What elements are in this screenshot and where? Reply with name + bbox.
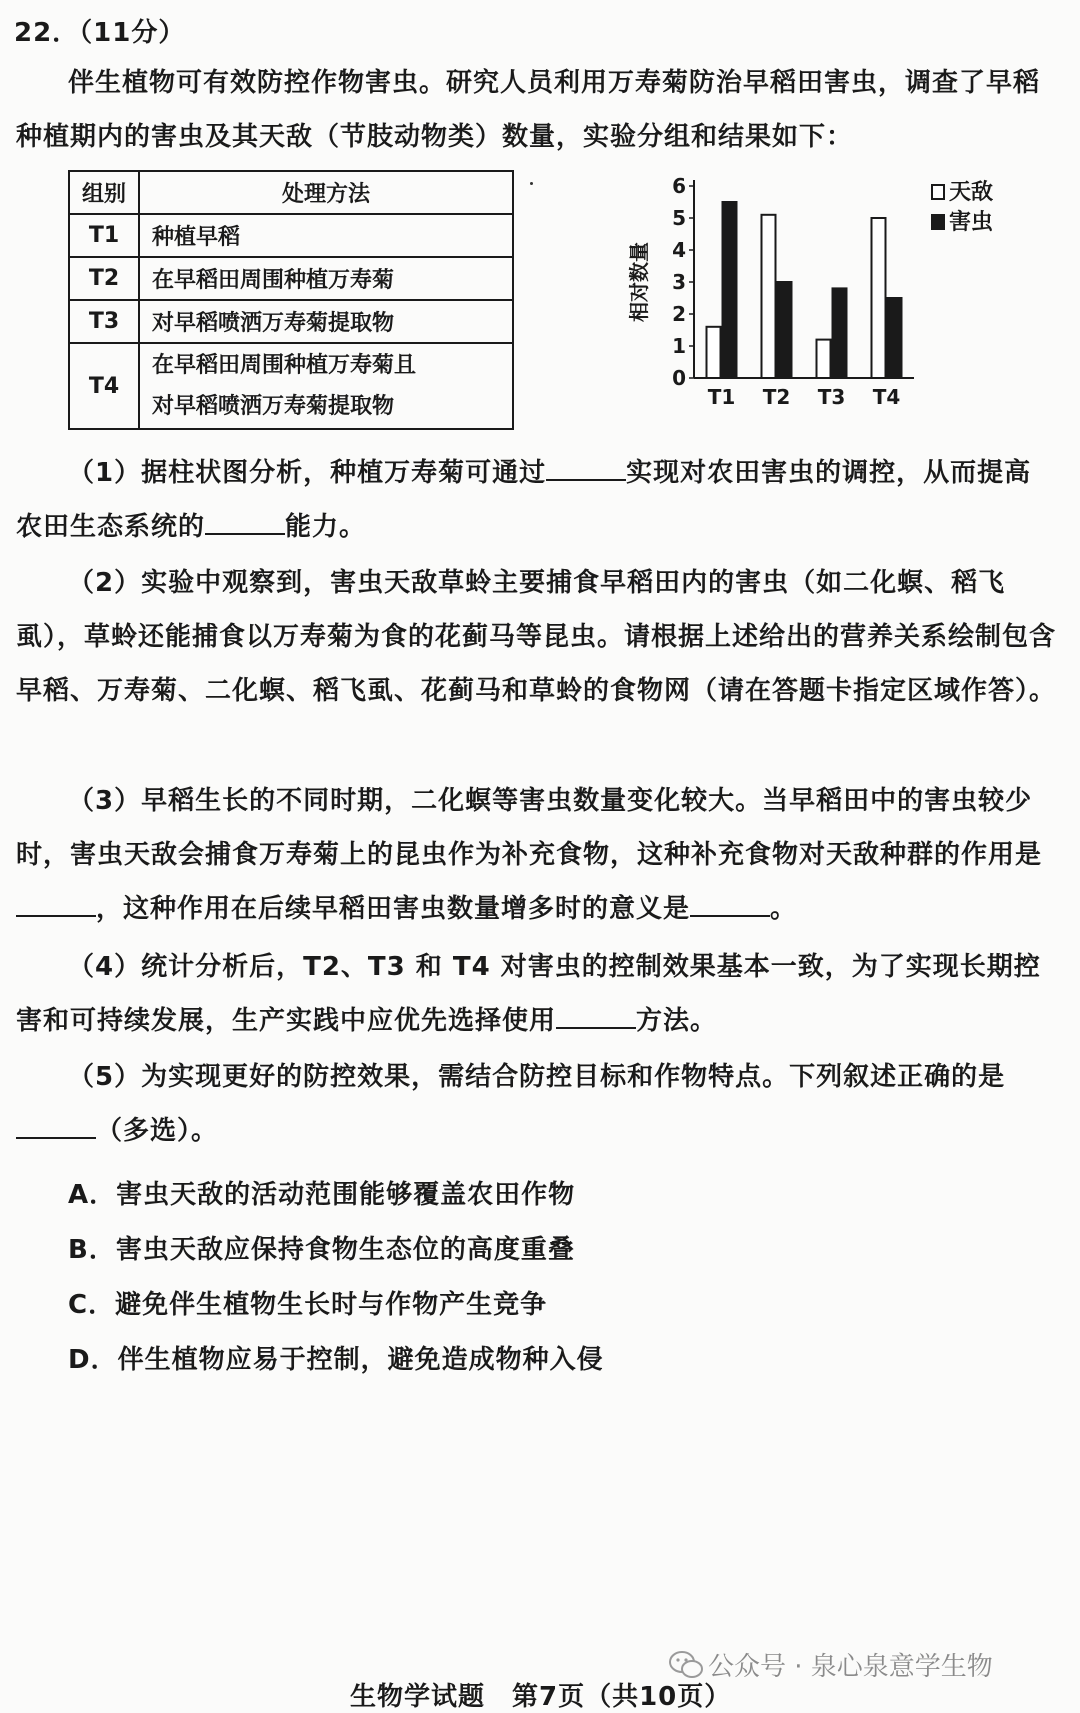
part-3-text-c: 。: [770, 894, 798, 924]
part-1-text-c: 能力。: [285, 512, 367, 542]
x-tick-label: T3: [817, 385, 846, 409]
part-1-text-b: 实现对农田害虫的调控，从而提高农田生态系统的: [16, 458, 1032, 542]
y-tick-label: 4: [672, 238, 686, 262]
table-row: [69, 300, 513, 343]
table-cell-method: 在早稻田周围种植万寿菊: [139, 257, 513, 300]
y-tick-label: 5: [672, 206, 686, 230]
watermark: 公众号 · 泉心泉意学生物: [708, 1652, 993, 1682]
bar-pest: [888, 298, 902, 378]
page-footer: 生物学试题 第7页（共10页）: [350, 1682, 732, 1712]
part-1-text-a: （1）据柱状图分析，种植万寿菊可通过: [68, 458, 547, 488]
option-d: D．伴生植物应易于控制，避免造成物种入侵: [68, 1345, 604, 1375]
bar-enemy: [762, 215, 776, 378]
table-row: [69, 257, 513, 300]
table-cell-method-line: 对早稻喷洒万寿菊提取物: [152, 394, 395, 419]
option-a: A．害虫天敌的活动范围能够覆盖农田作物: [68, 1180, 576, 1210]
part-3-text-a: （3）早稻生长的不同时期，二化螟等害虫数量变化较大。当早稻田中的害虫较少时，害虫天敌会捕食万寿菊上的昆虫作为补充食物，这种补充食物对天敌种群的作用是: [16, 786, 1043, 870]
table-cell-method: 种植早稻: [139, 214, 513, 257]
table-cell-group: T2: [69, 257, 139, 300]
y-tick-label: 3: [672, 270, 686, 294]
table-row: [69, 214, 513, 257]
part-1: [16, 446, 1058, 554]
bar-chart: [614, 168, 1074, 428]
table-cell-group: T1: [69, 214, 139, 257]
y-tick-label: 2: [672, 302, 686, 326]
x-tick-label: T2: [762, 385, 791, 409]
legend-label: 害虫: [949, 210, 994, 235]
y-axis-label: 相对数量: [627, 242, 651, 322]
answer-blank[interactable]: [205, 511, 285, 535]
bar-enemy: [872, 218, 886, 378]
answer-blank[interactable]: [16, 893, 96, 917]
table-row: [69, 343, 513, 429]
legend-swatch: [932, 215, 944, 229]
bar-pest: [833, 288, 847, 378]
part-5-text-a: （5）为实现更好的防控效果，需结合防控目标和作物特点。下列叙述正确的是: [68, 1062, 1006, 1092]
table-header-row: [69, 171, 513, 214]
question-intro: 伴生植物可有效防控作物害虫。研究人员利用万寿菊防治早稻田害虫，调查了早稻种植期内的害虫及其天敌（节肢动物类）数量，实验分组和结果如下：: [16, 68, 1041, 152]
options-list: [68, 1168, 604, 1388]
answer-blank[interactable]: [556, 1005, 636, 1029]
x-tick-label: T1: [707, 385, 736, 409]
part-4: [16, 940, 1058, 1048]
table-cell-method: 对早稻喷洒万寿菊提取物: [139, 300, 513, 343]
table-cell-group: T4: [69, 343, 139, 429]
part-3-text-b: ，这种作用在后续早稻田害虫数量增多时的意义是: [96, 894, 691, 924]
table-cell-method: [139, 343, 513, 429]
experiment-table: [68, 170, 514, 430]
bar-pest: [723, 202, 737, 378]
bar-enemy: [817, 340, 831, 378]
legend-label: 天敌: [949, 180, 994, 205]
y-tick-label: 1: [672, 334, 686, 358]
part-5: [16, 1050, 1058, 1158]
answer-blank[interactable]: [16, 1115, 96, 1139]
table-cell-method-line: 在早稻田周围种植万寿菊且: [152, 353, 417, 378]
x-tick-label: T4: [872, 385, 901, 409]
part-4-text-b: 方法。: [636, 1006, 718, 1036]
bar-enemy: [707, 327, 721, 378]
answer-blank[interactable]: [690, 893, 770, 917]
legend-swatch: [932, 185, 944, 199]
table-header-method: 处理方法: [139, 171, 513, 214]
y-tick-label: 6: [672, 174, 686, 198]
table-cell-group: T3: [69, 300, 139, 343]
answer-blank[interactable]: [546, 457, 626, 481]
bar-pest: [778, 282, 792, 378]
option-b: B．害虫天敌应保持食物生态位的高度重叠: [68, 1235, 575, 1265]
part-3: [16, 774, 1058, 936]
option-c: C．避免伴生植物生长时与作物产生竞争: [68, 1290, 548, 1320]
part-2: （2）实验中观察到，害虫天敌草蛉主要捕食早稻田内的害虫（如二化螟、稻飞虱），草蛉还能捕食以万寿菊为食的花蓟马等昆虫。请根据上述给出的营养关系绘制包含早稻、万寿菊、二化螟、稻飞虱、花蓟马和草蛉的食物网（请在答题卡指定区域作答）。: [16, 568, 1057, 706]
table-header-group: 组别: [69, 171, 139, 214]
part-5-text-b: （多选）。: [96, 1116, 219, 1146]
y-tick-label: 0: [672, 366, 686, 390]
part-4-text-a: （4）统计分析后，T2、T3 和 T4 对害虫的控制效果基本一致，为了实现长期控害和可持续发展，生产实践中应优先选择使用: [16, 952, 1041, 1036]
question-number: 22．（11分）: [14, 18, 186, 48]
